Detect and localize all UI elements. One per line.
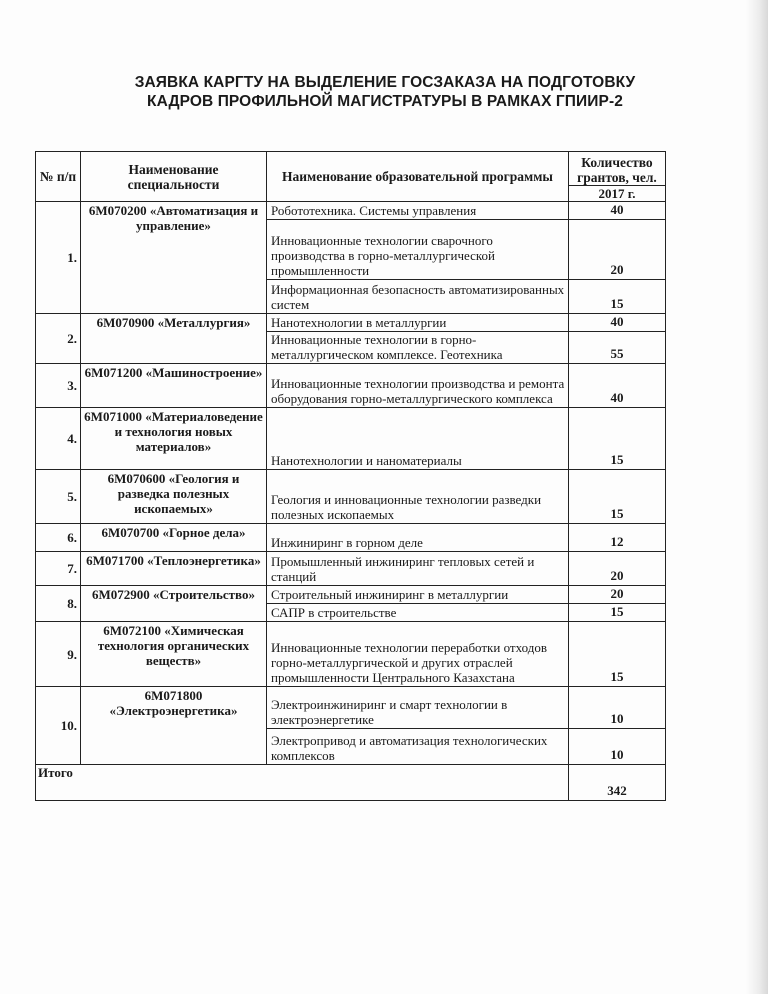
- grant-count: 40: [569, 202, 666, 220]
- program-name: САПР в строительстве: [267, 604, 569, 622]
- program-name: Промышленный инжиниринг тепловых сетей и станций: [267, 552, 569, 586]
- specialty-name: 6М071000 «Материаловедение и технология новых материалов»: [81, 408, 267, 470]
- table-row: [36, 364, 666, 408]
- grant-count: 10: [569, 729, 666, 765]
- program-name: Информационная безопасность автоматизированных систем: [267, 280, 569, 314]
- grant-count: 20: [569, 220, 666, 280]
- row-number: 2.: [36, 314, 81, 364]
- specialty-name: 6М071800 «Электроэнергетика»: [81, 687, 267, 765]
- row-number: 6.: [36, 524, 81, 552]
- document-title: [40, 73, 730, 111]
- grant-count: 20: [569, 552, 666, 586]
- specialty-name: 6М072900 «Строительство»: [81, 586, 267, 622]
- grant-count: 40: [569, 314, 666, 332]
- program-name: Строительный инжиниринг в металлургии: [267, 586, 569, 604]
- table-row: [36, 314, 666, 332]
- title-line-2: КАДРОВ ПРОФИЛЬНОЙ МАГИСТРАТУРЫ В РАМКАХ ГПИИР-2: [147, 93, 623, 110]
- table-row: [36, 622, 666, 687]
- header-num: № п/п: [36, 152, 81, 202]
- table-row: [36, 470, 666, 524]
- program-name: Инжиниринг в горном деле: [267, 524, 569, 552]
- row-number: 9.: [36, 622, 81, 687]
- scan-page-edge: [746, 0, 768, 994]
- table-row: [36, 552, 666, 586]
- row-number: 5.: [36, 470, 81, 524]
- row-number: 3.: [36, 364, 81, 408]
- header-grants: Количество грантов, чел.: [569, 152, 666, 186]
- grant-count: 15: [569, 470, 666, 524]
- program-name: Инновационные технологии переработки отходов горно-металлургической и других отраслей промышленности Центрального Казахстана: [267, 622, 569, 687]
- grant-count: 40: [569, 364, 666, 408]
- title-line-1: ЗАЯВКА КАРГТУ НА ВЫДЕЛЕНИЕ ГОСЗАКАЗА НА ПОДГОТОВКУ: [134, 74, 636, 91]
- total-value: 342: [569, 765, 666, 801]
- grant-count: 15: [569, 604, 666, 622]
- specialty-name: 6М070900 «Металлургия»: [81, 314, 267, 364]
- program-name: Электроинжиниринг и смарт технологии в электроэнергетике: [267, 687, 569, 729]
- grant-count: 15: [569, 280, 666, 314]
- specialty-name: 6М070700 «Горное дела»: [81, 524, 267, 552]
- row-number: 7.: [36, 552, 81, 586]
- row-number: 10.: [36, 687, 81, 765]
- table-body: [36, 202, 666, 801]
- specialty-name: 6М071700 «Теплоэнергетика»: [81, 552, 267, 586]
- table-row: [36, 586, 666, 604]
- specialty-name: 6М072100 «Химическая технология органических веществ»: [81, 622, 267, 687]
- program-name: Инновационные технологии сварочного производства в горно-металлургической промышленности: [267, 220, 569, 280]
- row-number: 1.: [36, 202, 81, 314]
- table-row: [36, 202, 666, 220]
- program-name: Нанотехнологии и наноматериалы: [267, 408, 569, 470]
- grant-count: 55: [569, 332, 666, 364]
- grant-count: 12: [569, 524, 666, 552]
- header-program: Наименование образовательной программы: [267, 152, 569, 202]
- specialty-name: 6М070600 «Геология и разведка полезных ископаемых»: [81, 470, 267, 524]
- header-specialty: Наименование специальности: [81, 152, 267, 202]
- row-number: 4.: [36, 408, 81, 470]
- grants-table: [35, 151, 666, 801]
- grant-count: 15: [569, 408, 666, 470]
- program-name: Инновационные технологии в горно-металлургическом комплексе. Геотехника: [267, 332, 569, 364]
- program-name: Геология и инновационные технологии разведки полезных ископаемых: [267, 470, 569, 524]
- table-row: [36, 408, 666, 470]
- total-row: [36, 765, 666, 801]
- grant-count: 10: [569, 687, 666, 729]
- program-name: Нанотехнологии в металлургии: [267, 314, 569, 332]
- grant-count: 15: [569, 622, 666, 687]
- table-row: [36, 687, 666, 729]
- grant-count: 20: [569, 586, 666, 604]
- specialty-name: 6М070200 «Автоматизация и управление»: [81, 202, 267, 314]
- program-name: Робототехника. Системы управления: [267, 202, 569, 220]
- specialty-name: 6М071200 «Машиностроение»: [81, 364, 267, 408]
- row-number: 8.: [36, 586, 81, 622]
- total-label: Итого: [36, 765, 569, 801]
- program-name: Электропривод и автоматизация технологических комплексов: [267, 729, 569, 765]
- header-year: 2017 г.: [569, 186, 666, 202]
- program-name: Инновационные технологии производства и ремонта оборудования горно-металлургического комплекса: [267, 364, 569, 408]
- table-row: [36, 524, 666, 552]
